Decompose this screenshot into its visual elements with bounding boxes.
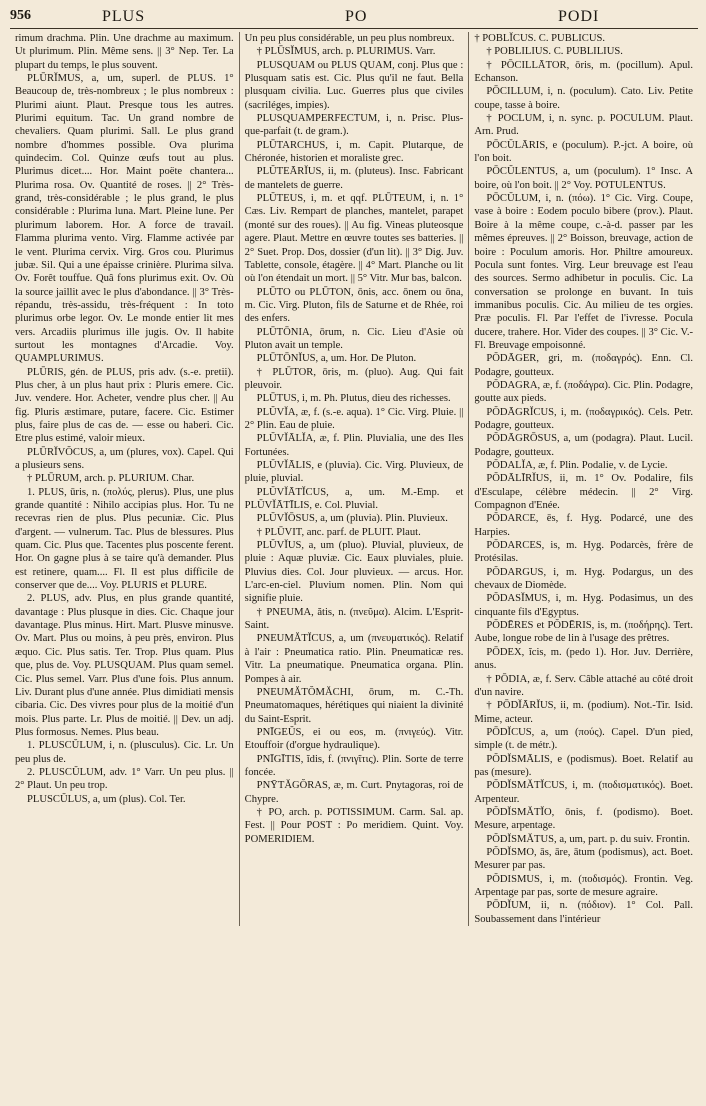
dictionary-entry: PLŪTARCHUS, i, m. Capit. Plutarque, de Chéronée, historien et moraliste grec. [244, 139, 464, 165]
dictionary-entry: PLŬVĬŌSUS, a, um (pluvia). Plin. Pluvieux. [256, 513, 448, 525]
column-left [10, 32, 239, 926]
dictionary-entry: PŎDĀGRŌSUS, a, um (podagra). Plaut. Lucil. Podagre, goutteux. [474, 433, 694, 458]
dictionary-entry: Un peu plus considérable, un peu plus nombreux. [244, 33, 455, 44]
dictionary-entry: PŎDISMUS, i, m. (ποδισμός). Frontin. Veg. Arpentage par pas, sorte de mesure agraire. [474, 873, 694, 898]
dictionary-entry: PLŪTŌNĬUS, a, um. Hor. De Pluton. [256, 353, 417, 365]
dictionary-entry: PŌCŬLENTUS, a, um (poculum). 1° Insc. A boire, où l'on boit. || 2° Voy. POTULENTUS. [474, 166, 694, 191]
dictionary-entry: PLUSQUAM ou PLUS QUAM, conj. Plus que : Plusquam satis est. Cic. Plus qu'il ne faut. Bella plusquam civilia. Luc. Guerres plus que civiles (sacriléges, impies). [244, 59, 464, 111]
dictionary-entry: PŌDĬCUS, a, um (πούς). Capel. D'un pied, simple (t. de métr.). [474, 726, 694, 752]
dictionary-entry: † PŌCILLĀTOR, ōris, m. (pocillum). Apul. Echanson. [474, 59, 694, 85]
dictionary-entry: PŎDARGUS, i, m. Hyg. Podargus, un des chevaux de Diomède. [474, 566, 694, 592]
dictionary-entry: 2. PLUS, adv. Plus, en plus grande quantité, davantage : Plus plusque in dies. Cic. Chaque jour davantage. Plus minus. Hirt. Mart. Plusve minusve. Ov. Mart. Plus ou moins, à peu près, environ. Plus æquo. Cic. Plus satis. Ter. Trop. Plus quam. Plus que, plus de. Voy. PLUSQUAM. Plus quam semel. Cic. Plus semel. Varr. Plus d'une fois. Plus annum. Liv. Durant plus d'une année. Plus dimidiati mensis cibaria. Cic. Des vivres pour plus de la moitié d'un mois. Plus parte. Lr. Plus de moitié. || Dev. un adj. Plus formosus. Nemes. Plus beau. [15, 593, 234, 738]
dictionary-entry: 1. PLUS, ūris, n. (πολύς, plerus). Plus, une plus grande quantité : Nihilo accipias plus. Hor. Tu ne recevras rien de plus. Plus pecuniæ. Cic. Plus d'argent. — vulnerum. Tac. Plus de blessures. Plus quam. Cic. Plus que. Tacentes plus poscente ferent. Hor. On gagne plus à se taire qu'à demander. Plus est retinere, quam.... Fl. Il est plus difficile de conserver que de.... Voy. PLURIS et PLURE. [15, 486, 234, 592]
dictionary-entry: PNȲTĂGŎRAS, æ, m. Curt. Pnytagoras, roi de Chypre. [244, 780, 464, 805]
dictionary-entry: PŎDĒRES et PŎDĒRIS, is, m. (ποδήρης). Tert. Aube, longue robe de lin à l'usage des prêtres. [474, 620, 694, 645]
columns [10, 32, 698, 926]
dictionary-entry: PLŬTEUS, i, m. et qqf. PLŪTEUM, i, n. 1° Cæs. Liv. Rempart de planches, mantelet, parapet (monté sur des roues). || Au fig. Vineas pluteosque agere. Plaut. Mettre en œuvre toutes ses batteries. || 2° Suet. Prop. Dos, dossier (d'un lit). || 3° Dig. Juv. Tablette, console, étagère. || 4° Mart. Planche ou lit où l'on étendait un mort. || 5° Vitr. Mur bas, balcon. [244, 193, 464, 285]
page-number: 956 [10, 8, 31, 23]
dictionary-entry: PLŬVĬĀLIS, e (pluvia). Cic. Virg. Pluvieux, de pluie, pluvial. [244, 460, 464, 485]
dictionary-entry: PŌCŬLĀRIS, e (poculum). P.-jct. A boire, où l'on boit. [474, 139, 694, 165]
dictionary-entry: † PLŪSĬMUS, arch. p. PLURIMUS. Varr. [256, 46, 436, 58]
dictionary-entry: PLUSQUAMPERFECTUM, i, n. Prisc. Plus-que-parfait (t. de gram.). [244, 113, 464, 138]
dictionary-entry: PLŬTEĀRĬUS, ii, m. (pluteus). Insc. Fabricant de mantelets de guerre. [244, 166, 464, 191]
dictionary-entry: PLŬVĬĀTĬCUS, a, um. M.-Emp. et PLŬVĬĀTĪLIS, e. Col. Pluvial. [244, 486, 464, 512]
running-headword-center: PO [345, 8, 368, 25]
dictionary-entry: PŎDĀGER, gri, m. (ποδαγρός). Enn. Cl. Podagre, goutteux. [474, 353, 694, 378]
dictionary-entry: PŎDĬSMĂTĬO, ōnis, f. (podismo). Boet. Mesure, arpentage. [474, 806, 694, 832]
dictionary-entry: PNEUMĂTĬCUS, a, um (πνευματικός). Relatif à l'air : Pneumatica ratio. Plin. Pneumaticæ res. Vitr. La pneumatique. Pneumatica organa. Plin. Pompes à air. [244, 633, 464, 685]
dictionary-entry: PLŪTUS, i, m. Ph. Plutus, dieu des richesses. [256, 393, 451, 405]
running-headword-left: PLUS [102, 8, 146, 25]
dictionary-entry: PŎDAGRA, æ, f. (ποδάγρα). Cic. Plin. Podagre, goutte aux pieds. [474, 379, 694, 405]
column-right [468, 32, 698, 926]
dictionary-entry: † POBLILIUS. C. PUBLILIUS. [486, 46, 623, 58]
dictionary-entry: † PLŪVIT, anc. parf. de PLUIT. Plaut. [256, 526, 421, 538]
dictionary-entry: PNĪGEŬS, ei ou eos, m. (πνιγεύς). Vitr. Etouffoir (d'orgue hydraulique). [244, 726, 464, 752]
dictionary-entry: PLŪTŌNIA, ōrum, n. Cic. Lieu d'Asie où Pluton avait un temple. [244, 326, 464, 351]
dictionary-entry: PLŬVĬA, æ, f. (s.-e. aqua). 1° Cic. Virg. Pluie. || 2° Plin. Eau de pluie. [244, 406, 464, 431]
dictionary-entry: PŎDĬSMĀLIS, e (podismus). Boet. Relatif au pas (mesure). [474, 753, 694, 778]
dictionary-entry: PŎDĬSMO, ās, āre, ātum (podismus), act. Boet. Mesurer par pas. [474, 846, 694, 872]
dictionary-entry: † PO, arch. p. POTISSIMUM. Carm. Sal. ap. Fest. || Pour POST : Po meridiem. Quint. Voy. POMERIDIEM. [244, 806, 464, 845]
dictionary-entry: PLŪRIS, gén. de PLUS, pris adv. (s.-e. pretii). Plus cher, à un plus haut prix : Pluris emere. Cic. Juv. vendere. Hor. Acheter, vendre plus cher. || Au fig. Pluris æstimare, putare, facere. Cic. Estimer plus, faire plus de cas de. — esse ou haberi. Cic. Etre plus estimé, valoir mieux. [15, 366, 234, 445]
dictionary-entry: 2. PLUSCŬLUM, adv. 1° Varr. Un peu plus. || 2° Plaut. Un peu trop. [15, 766, 234, 792]
dictionary-entry: PLŪRĬVŎCUS, a, um (plures, vox). Capel. Qui a plusieurs sens. [15, 446, 234, 471]
dictionary-entry: PLŪRĬMUS, a, um, superl. de PLUS. 1° Beaucoup de, très-nombreux ; le plus nombreux : Plurimi aiunt. Plaut. Presque tous les autres. Plurimi equitum. Tac. Un grand nombre de chevaliers. Quam plurimi. Sall. Le plus grand nombre d'hommes possible. Ova plurima quindecim. Col. Quinze œufs tout au plus. Plurimus dicet.... Hor. Maint poëte chantera... Plurima rosa. Ov. Quantité de roses. || 2° Très-grand, très-considérable ; le plus grand, le plus considérable : Plurima luna. Mart. Pleine lune. Per plurimum laborem. Hor. A force de travail. Flamma plurima vento. Virg. Flamme activée par le vent. Plurima cervix. Virg. Gros cou. Plurimus jubæ. Sil. Qui a une épaisse crinière. Plurima silva. Ov. Forêt touffue. Quâ fons plurimus exit. Ov. Où la source jaillit avec le plus d'abondance. || 3° Très-répandu, très-assidu, très-fréquent : In toto plurimus orbe legor. Ov. Le monde entier lit mes vers. Arcadiis plurimus ille jugis. Ov. Il habite surtout les montagnes d'Arcadie. Voy. QUAMPLURIMUS. [15, 73, 234, 365]
dictionary-entry: † PLŪTOR, ōris, m. (pluo). Aug. Qui fait pleuvoir. [244, 366, 464, 391]
dictionary-entry: † POCLUM, i, n. sync. p. POCULUM. Plaut. Arn. Prud. [474, 113, 694, 138]
dictionary-entry: 1. PLUSCŬLUM, i, n. (plusculus). Cic. Lr. Un peu plus de. [15, 740, 234, 765]
dictionary-entry: PŌDĬUM, ii, n. (πόδιον). 1° Col. Pall. Soubassement dans l'intérieur [474, 900, 694, 925]
dictionary-entry: PLŬVĬUS, a, um (pluo). Pluvial, pluvieux, de pluie : Aquæ pluviæ. Cic. Eaux pluviales, pluie. Pluvius dies. Col. Jour pluvieux. — arcus. Hor. L'arc-en-ciel. Pluvium nomen. Plin. Nom qui signifie pluie. [244, 540, 464, 605]
dictionary-entry: PNEUMĂTŎMĂCHI, ōrum, m. C.-Th. Pneumatomaques, hérétiques qui niaient la divinité du Saint-Esprit. [244, 686, 464, 725]
dictionary-entry: PNĪGĪTIS, ĭdis, f. (πνιγῖτις). Plin. Sorte de terre foncée. [244, 753, 464, 778]
dictionary-entry: PŎDĀGRĬCUS, i, m. (ποδαγρικός). Cels. Petr. Podagre, goutteux. [474, 406, 694, 431]
column-middle [239, 32, 469, 926]
dictionary-entry: PŎDĬSMĂTĬCUS, i, m. (ποδισματικός). Boet. Arpenteur. [474, 780, 694, 805]
dictionary-entry: PŌCŬLUM, i, n. (πόω). 1° Cic. Virg. Coupe, vase à boire : Eodem poculo bibere (prov.). Plaut. Boire à la même coupe, c.-à-d. passer par les mêmes épreuves. || 2° Boisson, breuvage, action de boire : Poculum amoris. Hor. Philtre amoureux. Pocula sunt fontes. Virg. Leur breuvage est l'eau des sources. Sermo adhibetur in poculis. Cic. La conversation se prolonge en buvant. In tuis immanibus poculis. Cic. Au milieu de tes orgies. Præ poculis. Fl. Par l'effet de l'ivresse. Pocula ducere, trahere. Hor. Vider des coupes. || 3° Cic. V.-Fl. Breuvage empoisonné. [474, 193, 694, 351]
dictionary-entry: PŎDALĬA, æ, f. Plin. Podalie, v. de Lycie. [486, 460, 668, 471]
dictionary-entry: PLŪTO ou PLŪTON, ōnis, acc. ōnem ou ōna, m. Cic. Virg. Pluton, fils de Saturne et de Rhée, roi des enfers. [244, 286, 464, 325]
dictionary-entry: PŌDEX, ĭcis, m. (pedo 1). Hor. Juv. Derrière, anus. [474, 646, 694, 672]
dictionary-entry: PŎDĬSMĂTUS, a, um, part. p. du suiv. Frontin. [486, 833, 690, 845]
dictionary-entry: PŎDARCE, ēs, f. Hyg. Podarcé, une des Harpies. [474, 513, 694, 538]
dictionary-entry: PŎDARCES, is, m. Hyg. Podarcès, frère de Protésilas. [474, 540, 694, 565]
dictionary-entry: PLŬVĬĀLĬA, æ, f. Plin. Pluvialia, une des Iles Fortunées. [244, 433, 464, 458]
dictionary-entry: † PŌDĬĀRĬUS, ii, m. (podium). Not.-Tir. Isid. Mime, acteur. [474, 700, 694, 725]
dictionary-entry: PŌCILLUM, i, n. (poculum). Cato. Liv. Petite coupe, tasse à boire. [474, 86, 694, 111]
running-headword-right: PODI [558, 8, 600, 25]
dictionary-entry: † PNEUMA, ătis, n. (πνεῦμα). Alcim. L'Esprit-Saint. [244, 606, 464, 632]
dictionary-entry: † PŌDIA, æ, f. Serv. Câble attaché au côté droit d'un navire. [474, 673, 694, 698]
dictionary-entry: rimum drachma. Plin. Une drachme au maximum. Ut plurimum. Plin. Même sens. || 3° Nep. Ter. La plupart du temps, le plus souvent. [15, 33, 234, 71]
dictionary-entry: PŎDASĬMUS, i, m. Hyg. Podasimus, un des cinquante fils d'Egyptus. [474, 593, 694, 618]
dictionary-entry: PLUSCŬLUS, a, um (plus). Col. Ter. [27, 793, 186, 805]
running-header [10, 6, 698, 29]
dictionary-entry: † PLŪRUM, arch. p. PLURIUM. Char. [27, 473, 195, 485]
dictionary-entry: PŎDĀLĪRĬUS, ii, m. 1° Ov. Podalire, fils d'Esculape, célèbre médecin. || 2° Virg. Compagnon d'Enée. [474, 473, 694, 512]
dictionary-entry: † POBLĬCUS. C. PUBLICUS. [474, 33, 606, 44]
